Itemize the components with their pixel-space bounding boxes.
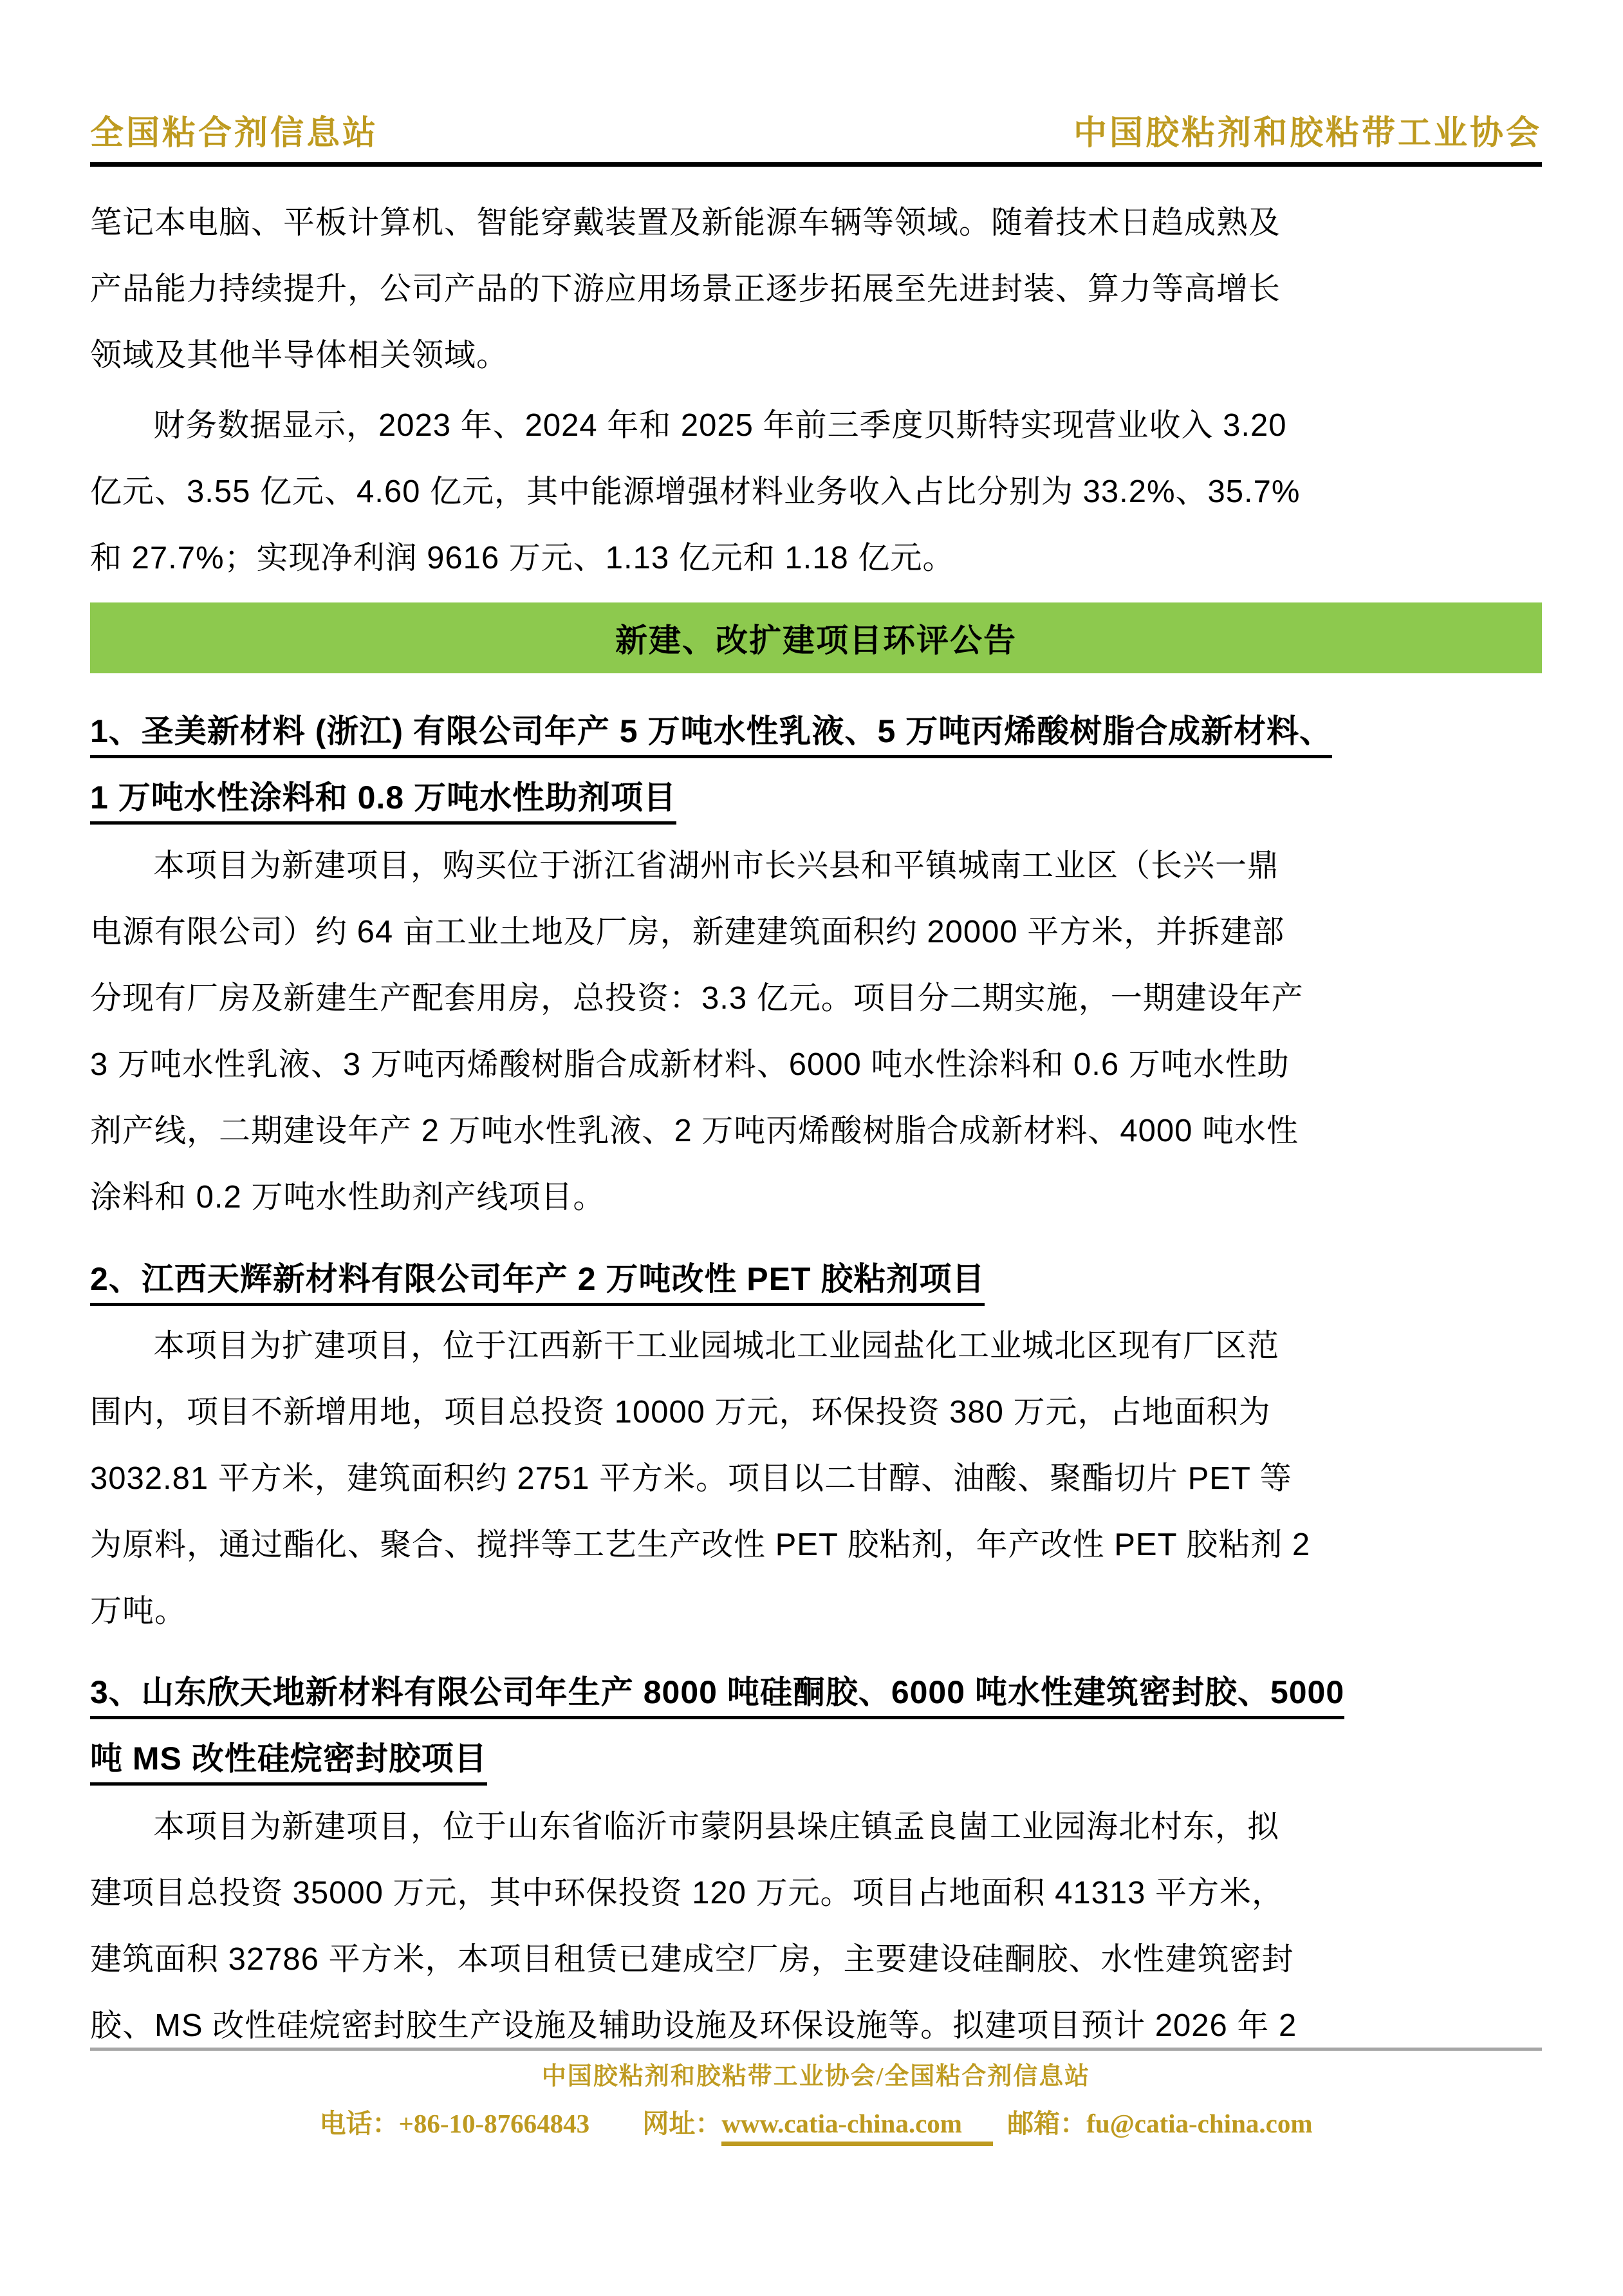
text-line: 建筑面积 32786 平方米，本项目租赁已建成空厂房，主要建设硅酮胶、水性建筑密封 [90,1942,1294,1977]
footer-divider [90,2048,1542,2051]
heading-text: 吨 MS 改性硅烷密封胶项目 [90,1741,487,1786]
header-divider [90,162,1542,167]
section-1-body [90,833,1542,1231]
text-line: 涂料和 0.2 万吨水性助剂产线项目。 [90,1180,606,1215]
section-3-heading [90,1659,1542,1792]
website-label: 网址： [642,2109,722,2138]
text-line: 领域及其他半导体相关领域。 [90,338,509,373]
text-line: 笔记本电脑、平板计算机、智能穿戴装置及新能源车辆等领域。随着技术日趋成熟及 [90,205,1281,240]
header-left-title: 全国粘合剂信息站 [90,115,379,152]
heading-line [90,698,1542,765]
paragraph-application-areas [90,190,1542,389]
section-2-body [90,1313,1542,1645]
heading-line [90,1726,1542,1792]
heading-line [90,1246,1542,1312]
text-line: 分现有厂房及新建生产配套用房，总投资：3.3 亿元。项目分二期实施，一期建设年产 [90,981,1304,1016]
text-line: 剂产线，二期建设年产 2 万吨水性乳液、2 万吨丙烯酸树脂合成新材料、4000 吨水性 [90,1114,1299,1148]
text-line: 产品能力持续提升，公司产品的下游应用场景正逐步拓展至先进封装、算力等高增长 [90,272,1281,306]
text-line: 本项目为扩建项目，位于江西新干工业园城北工业园盐化工业城北区现有厂区范 [153,1329,1280,1363]
text-line: 胶、MS 改性硅烷密封胶生产设施及辅助设施及环保设施等。拟建项目预计 2026 年 2 [90,2008,1297,2043]
text-line: 为原料，通过酯化、聚合、搅拌等工艺生产改性 PET 胶粘剂，年产改性 PET 胶粘剂 2 [90,1527,1311,1562]
phone-label: 电话： [319,2109,399,2138]
text-line: 亿元、3.55 亿元、4.60 亿元，其中能源增强材料业务收入占比分别为 33.2%、35.7% [90,474,1301,509]
text-line: 电源有限公司）约 64 亩工业土地及厂房，新建建筑面积约 20000 平方米，并拆建部 [90,915,1285,949]
section-1-heading [90,698,1542,831]
text-line: 3 万吨水性乳液、3 万吨丙烯酸树脂合成新材料、6000 吨水性涂料和 0.6 万吨水性助 [90,1047,1290,1082]
section-3-body [90,1794,1542,2059]
header-right-title: 中国胶粘剂和胶粘带工业协会 [1073,115,1542,152]
heading-line [90,765,1542,831]
footer-organization: 中国胶粘剂和胶粘带工业协会/全国粘合剂信息站 [541,2063,1091,2090]
heading-text: 1、圣美新材料 (浙江) 有限公司年产 5 万吨水性乳液、5 万吨丙烯酸树脂合成新材料、 [90,713,1332,758]
text-line: 本项目为新建项目，位于山东省临沂市蒙阴县垛庄镇孟良崮工业园海北村东，拟 [153,1809,1280,1844]
heading-text: 3、山东欣天地新材料有限公司年生产 8000 吨硅酮胶、6000 吨水性建筑密封胶、5000 [90,1674,1344,1719]
banner-title: 新建、改扩建项目环评公告 [615,622,1017,658]
heading-text: 2、江西天辉新材料有限公司年产 2 万吨改性 PET 胶粘剂项目 [90,1261,985,1306]
heading-line [90,1659,1542,1726]
text-line: 万吨。 [90,1594,187,1629]
email-address: fu@catia-china.com [1086,2109,1313,2138]
text-line: 和 27.7%；实现净利润 9616 万元、1.13 亿元和 1.18 亿元。 [90,541,955,575]
text-line: 财务数据显示，2023 年、2024 年和 2025 年前三季度贝斯特实现营业收入 3.20 [153,408,1287,443]
website-link[interactable]: www.catia-china.com [721,2109,993,2146]
section-banner [90,602,1542,673]
phone-number: +86-10-87664843 [398,2109,590,2138]
text-line: 建项目总投资 35000 万元，其中环保投资 120 万元。项目占地面积 41313 平方米， [90,1876,1284,1910]
section-2-heading [90,1246,1542,1312]
paragraph-financial-data [90,393,1542,592]
email-label: 邮箱： [1007,2109,1087,2138]
text-line: 3032.81 平方米，建筑面积约 2751 平方米。项目以二甘醇、油酸、聚酯切片 PET 等 [90,1461,1292,1496]
text-line: 本项目为新建项目，购买位于浙江省湖州市长兴县和平镇城南工业区（长兴一鼎 [153,848,1280,883]
heading-text: 1 万吨水性涂料和 0.8 万吨水性助剂项目 [90,779,676,825]
footer-contacts [90,2102,1542,2140]
text-line: 围内，项目不新增用地，项目总投资 10000 万元，环保投资 380 万元，占地面积为 [90,1395,1271,1430]
